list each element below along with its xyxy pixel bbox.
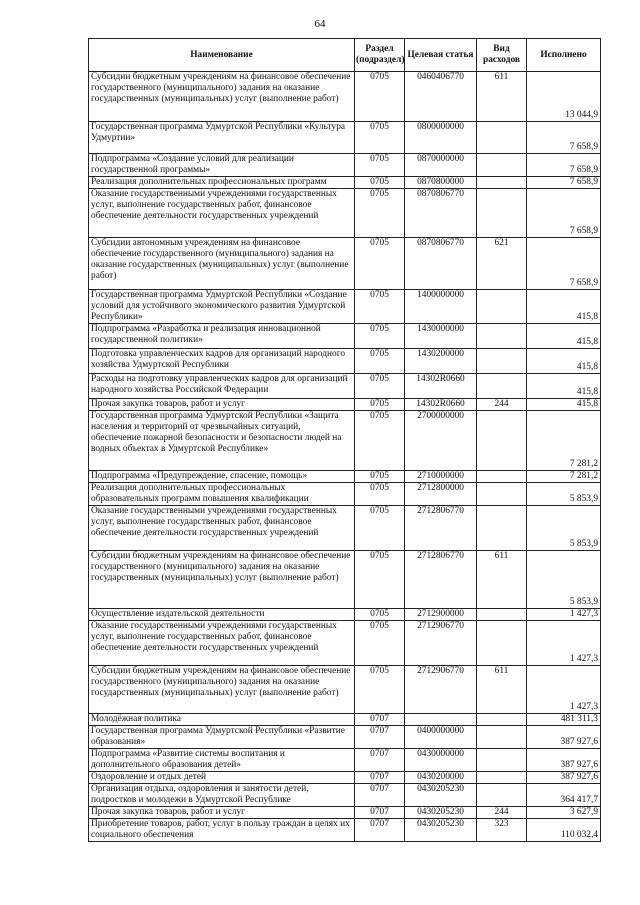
row-amount: 7 658,9 (527, 189, 601, 238)
row-target: 2710000000 (405, 471, 477, 483)
row-type (477, 714, 527, 726)
row-section: 0705 (355, 551, 405, 609)
row-name: Государственная программа Удмуртской Республики «Защита населения и территорий от чрезвычайных ситуаций, обеспечение пожарной безопасности и безопасности людей на водных объектах в Удмуртской Республике» (89, 411, 355, 471)
row-type: 611 (477, 72, 527, 122)
row-target: 0430205230 (405, 807, 477, 819)
row-amount: 1 427,3 (527, 609, 601, 621)
header-section: Раздел (подраздел) (355, 39, 405, 72)
row-section: 0707 (355, 819, 405, 842)
row-target: 2712800000 (405, 483, 477, 506)
row-target: 1430000000 (405, 324, 477, 349)
row-target: 0430205230 (405, 784, 477, 807)
row-name: Субсидии автономным учреждениям на финансовое обеспечение государственного (муниципального) задания на оказание государственных (муниципальных) услуг (выполнение работ) (89, 238, 355, 290)
row-target: 2712806770 (405, 551, 477, 609)
table-row (89, 714, 601, 726)
row-type: 611 (477, 551, 527, 609)
table-row (89, 483, 601, 506)
row-target: 0430000000 (405, 749, 477, 772)
row-target: 14302R0660 (405, 374, 477, 399)
row-amount: 7 658,9 (527, 177, 601, 189)
row-name: Субсидии бюджетным учреждениям на финансовое обеспечение государственного (муниципального) задания на оказание государственных (муниципальных) услуг (выполнение работ) (89, 72, 355, 122)
row-section: 0707 (355, 714, 405, 726)
row-amount: 5 853,9 (527, 506, 601, 551)
row-name: Приобретение товаров, работ, услуг в пользу граждан в целях их социального обеспечения (89, 819, 355, 842)
row-name: Подготовка управленческих кадров для организаций народного хозяйства Удмуртской Республики (89, 349, 355, 374)
row-type (477, 726, 527, 749)
row-name: Государственная программа Удмуртской Республики «Культура Удмуртии» (89, 122, 355, 154)
row-type: 244 (477, 807, 527, 819)
row-type (477, 506, 527, 551)
row-section: 0705 (355, 154, 405, 177)
table-row (89, 374, 601, 399)
row-amount: 481 311,3 (527, 714, 601, 726)
table-row (89, 349, 601, 374)
row-target: 0870806770 (405, 189, 477, 238)
row-amount: 387 927,6 (527, 772, 601, 784)
row-section: 0705 (355, 374, 405, 399)
row-amount: 415,8 (527, 399, 601, 411)
row-amount: 7 281,2 (527, 411, 601, 471)
table-row (89, 411, 601, 471)
row-section: 0705 (355, 609, 405, 621)
table-row (89, 471, 601, 483)
row-target: 0430205230 (405, 819, 477, 842)
row-target: 2700000000 (405, 411, 477, 471)
row-target: 0460406770 (405, 72, 477, 122)
row-amount: 1 427,3 (527, 621, 601, 666)
row-target: 1430200000 (405, 349, 477, 374)
row-section: 0705 (355, 483, 405, 506)
row-type (477, 374, 527, 399)
row-amount: 5 853,9 (527, 483, 601, 506)
row-section: 0705 (355, 349, 405, 374)
row-amount: 387 927,6 (527, 726, 601, 749)
row-section: 0705 (355, 177, 405, 189)
row-type (477, 749, 527, 772)
row-amount: 415,8 (527, 290, 601, 324)
row-section: 0707 (355, 807, 405, 819)
row-target: 0870800000 (405, 177, 477, 189)
table-row (89, 819, 601, 842)
row-name: Оказание государственными учреждениями государственных услуг, выполнение государственных работ, финансовое обеспечение деятельности государственных учреждений (89, 189, 355, 238)
row-target: 2712906770 (405, 666, 477, 714)
table-row (89, 609, 601, 621)
row-type (477, 784, 527, 807)
row-name: Подпрограмма «Создание условий для реализации государственной программы» (89, 154, 355, 177)
row-type: 621 (477, 238, 527, 290)
budget-table (88, 38, 601, 842)
row-type (477, 177, 527, 189)
row-amount: 7 658,9 (527, 122, 601, 154)
row-amount: 364 417,7 (527, 784, 601, 807)
row-type (477, 189, 527, 238)
row-name: Субсидии бюджетным учреждениям на финансовое обеспечение государственного (муниципального) задания на оказание государственных (муниципальных) услуг (выполнение работ) (89, 666, 355, 714)
row-target: 0800000000 (405, 122, 477, 154)
table-row (89, 399, 601, 411)
row-section: 0705 (355, 621, 405, 666)
row-type: 611 (477, 666, 527, 714)
row-type (477, 772, 527, 784)
table-row (89, 189, 601, 238)
row-name: Оказание государственными учреждениями государственных услуг, выполнение государственных работ, финансовое обеспечение деятельности государственных учреждений (89, 506, 355, 551)
row-target: 14302R0660 (405, 399, 477, 411)
table-row (89, 749, 601, 772)
row-target: 1400000000 (405, 290, 477, 324)
row-amount: 7 658,9 (527, 238, 601, 290)
row-section: 0705 (355, 411, 405, 471)
row-type (477, 483, 527, 506)
row-type: 323 (477, 819, 527, 842)
table-row (89, 551, 601, 609)
row-type (477, 609, 527, 621)
row-amount: 7 658,9 (527, 154, 601, 177)
row-target: 0870806770 (405, 238, 477, 290)
row-name: Государственная программа Удмуртской Республики «Развитие образования» (89, 726, 355, 749)
row-name: Молодёжная политика (89, 714, 355, 726)
row-name: Реализация дополнительных профессиональных образовательных программ повышения квалификации (89, 483, 355, 506)
row-amount: 415,8 (527, 349, 601, 374)
row-name: Прочая закупка товаров, работ и услуг (89, 399, 355, 411)
table-row (89, 177, 601, 189)
row-section: 0707 (355, 726, 405, 749)
row-target (405, 714, 477, 726)
header-name: Наименование (89, 39, 355, 72)
table-row (89, 122, 601, 154)
row-type (477, 471, 527, 483)
table-header-row (89, 39, 601, 72)
row-type (477, 154, 527, 177)
table-row (89, 772, 601, 784)
table-row (89, 290, 601, 324)
table-row (89, 506, 601, 551)
row-name: Расходы на подготовку управленческих кадров для организаций народного хозяйства Российской Федерации (89, 374, 355, 399)
page-number: 64 (314, 18, 326, 30)
row-target: 2712900000 (405, 609, 477, 621)
row-target: 2712906770 (405, 621, 477, 666)
row-section: 0705 (355, 324, 405, 349)
table-row (89, 784, 601, 807)
row-type (477, 122, 527, 154)
row-name: Организация отдыха, оздоровления и занятости детей, подростков и молодежи в Удмуртской Республике (89, 784, 355, 807)
row-type (477, 411, 527, 471)
table-body (89, 72, 601, 842)
row-section: 0705 (355, 471, 405, 483)
row-name: Оздоровление и отдых детей (89, 772, 355, 784)
table-row (89, 154, 601, 177)
row-target: 2712806770 (405, 506, 477, 551)
header-target: Целевая статья (405, 39, 477, 72)
row-name: Прочая закупка товаров, работ и услуг (89, 807, 355, 819)
row-section: 0705 (355, 506, 405, 551)
row-name: Оказание государственными учреждениями государственных услуг, выполнение государственных работ, финансовое обеспечение деятельности государственных учреждений (89, 621, 355, 666)
row-section: 0705 (355, 238, 405, 290)
row-section: 0705 (355, 122, 405, 154)
row-section: 0705 (355, 189, 405, 238)
row-type: 244 (477, 399, 527, 411)
table-row (89, 726, 601, 749)
row-name: Подпрограмма «Развитие системы воспитания и дополнительного образования детей» (89, 749, 355, 772)
row-amount: 110 032,4 (527, 819, 601, 842)
row-name: Реализация дополнительных профессиональных программ (89, 177, 355, 189)
row-name: Осуществление издательской деятельности (89, 609, 355, 621)
row-target: 0430200000 (405, 772, 477, 784)
row-section: 0705 (355, 72, 405, 122)
row-type (477, 324, 527, 349)
table-row (89, 807, 601, 819)
row-amount: 13 044,9 (527, 72, 601, 122)
row-amount: 7 281,2 (527, 471, 601, 483)
row-type (477, 290, 527, 324)
table-row (89, 621, 601, 666)
header-type: Вид расходов (477, 39, 527, 72)
row-type (477, 621, 527, 666)
row-amount: 1 427,3 (527, 666, 601, 714)
row-amount: 5 853,9 (527, 551, 601, 609)
table-row (89, 72, 601, 122)
table-row (89, 324, 601, 349)
row-section: 0705 (355, 399, 405, 411)
row-amount: 3 627,9 (527, 807, 601, 819)
table-row (89, 238, 601, 290)
row-type (477, 349, 527, 374)
row-name: Субсидии бюджетным учреждениям на финансовое обеспечение государственного (муниципального) задания на оказание государственных (муниципальных) услуг (выполнение работ) (89, 551, 355, 609)
row-section: 0707 (355, 772, 405, 784)
row-amount: 387 927,6 (527, 749, 601, 772)
row-target: 0400000000 (405, 726, 477, 749)
row-amount: 415,8 (527, 374, 601, 399)
row-name: Государственная программа Удмуртской Республики «Создание условий для устойчивого экономического развития Удмуртской Республики» (89, 290, 355, 324)
header-amount: Исполнено (527, 39, 601, 72)
row-section: 0705 (355, 290, 405, 324)
row-name: Подпрограмма «Разработка и реализация инновационной государственной политики» (89, 324, 355, 349)
row-name: Подпрограмма «Предупреждение, спасение, помощь» (89, 471, 355, 483)
row-section: 0705 (355, 666, 405, 714)
row-section: 0707 (355, 784, 405, 807)
table-row (89, 666, 601, 714)
row-amount: 415,8 (527, 324, 601, 349)
row-target: 0870000000 (405, 154, 477, 177)
row-section: 0707 (355, 749, 405, 772)
